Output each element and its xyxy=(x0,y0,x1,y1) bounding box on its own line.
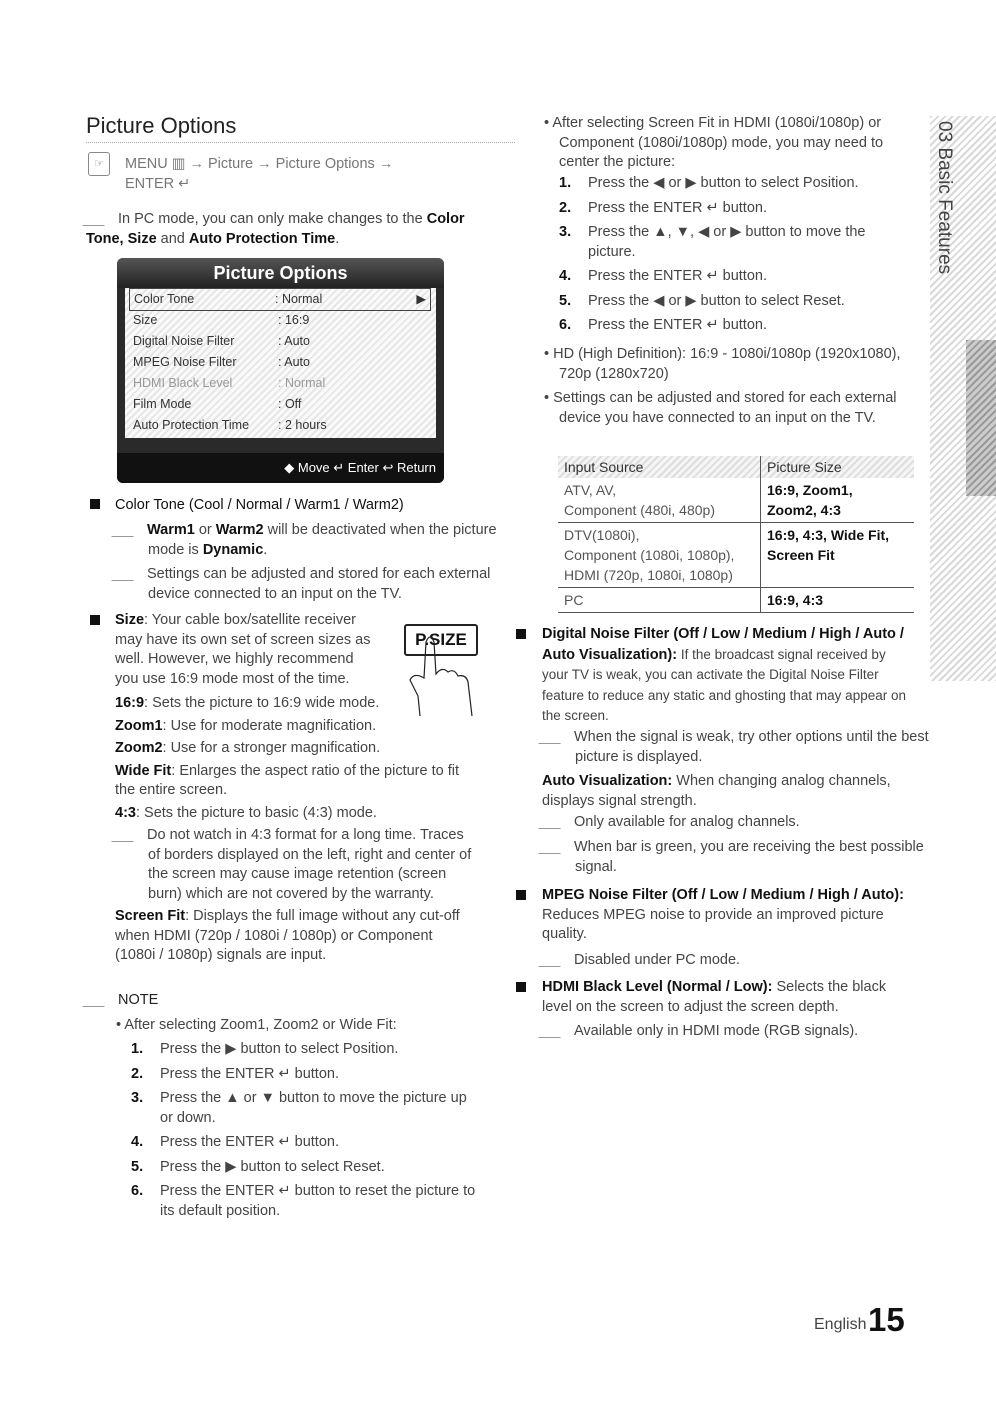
note-icon xyxy=(538,731,568,744)
dnf-note: When the signal is weak, try other options until the best picture is displayed. xyxy=(542,728,950,767)
note-icon xyxy=(111,524,141,537)
note-icon xyxy=(111,829,141,842)
hdmi-note: Available only in HDMI mode (RGB signals). xyxy=(542,1022,943,1042)
color-tone-note2: Settings can be adjusted and stored for each external device connected to an input on the TV. xyxy=(115,565,508,604)
av-note2: When bar is green, you are receiving the best possible signal. xyxy=(542,838,943,877)
note-icon xyxy=(538,816,568,829)
screen-fit-steps: 1. Press the ◀ or ▶ button to select Position. 2. Press the ENTER ↵ button. 3. Press the ▲, ▼, ◀ or ▶ button to move the picture. 4. Press the ENTER ↵ button. 5. Press the ◀ or ▶ button to select Reset. 6. Press the ENTER ↵ button. xyxy=(559,175,866,333)
mpeg-noise-filter: MPEG Noise Filter (Off / Low / Medium / High / Auto): Reduces MPEG noise to provide an improved picture quality. xyxy=(542,887,904,942)
osd-footer: ◆ Move ↵ Enter ↩ Return xyxy=(117,453,444,483)
screen-fit-after: • After selecting Screen Fit in HDMI (1080i/1080p) or Component (1080i/1080p) mode, you may need to center the picture: xyxy=(544,115,884,170)
auto-visualization: Auto Visualization: When changing analog channels, displays signal strength. xyxy=(542,773,891,809)
osd-row[interactable]: MPEG Noise Filter : Auto xyxy=(133,355,310,369)
note-icon xyxy=(538,841,568,854)
bullet-square xyxy=(516,629,526,639)
chapter-side-tab xyxy=(930,116,996,681)
side-tab-label: 03 Basic Features xyxy=(934,121,955,275)
note-after: • After selecting Zoom1, Zoom2 or Wide Fit: xyxy=(116,1017,397,1033)
note-icon xyxy=(538,1025,568,1038)
size-lead: Size: Your cable box/satellite receiver may have its own set of screen sizes as well. However, we highly recommend you use 16:9 mode most of the time. xyxy=(115,612,371,687)
page-title: Picture Options xyxy=(86,113,237,138)
osd-row[interactable]: Digital Noise Filter : Auto xyxy=(133,334,310,348)
color-tone-heading: Color Tone (Cool / Normal / Warm1 / Warm2) xyxy=(115,497,404,513)
osd-row[interactable]: Auto Protection Time : 2 hours xyxy=(133,418,327,432)
bullet-square xyxy=(90,615,100,625)
bullet-square xyxy=(516,890,526,900)
picture-options-osd xyxy=(117,258,444,483)
hdmi-black-level: HDMI Black Level (Normal / Low): Selects the black level on the screen to adjust the screen depth. xyxy=(542,979,887,1015)
note-icon xyxy=(111,568,141,581)
osd-row[interactable]: Size : 16:9 xyxy=(133,313,310,327)
mpeg-note: Disabled under PC mode. xyxy=(542,951,943,971)
footer-language: English xyxy=(814,1316,867,1333)
table-row: DTV(1080i), Component (1080i, 1080p), HDMI (720p, 1080i, 1080p) 16:9, 4:3, Wide Fit, Screen Fit xyxy=(558,523,914,588)
bullet-square xyxy=(516,982,526,992)
psize-button-illustration: P.SIZE xyxy=(400,622,484,718)
note-icon xyxy=(82,213,112,226)
osd-row[interactable]: Film Mode : Off xyxy=(133,397,302,411)
osd-row-selected[interactable]: Color Tone : Normal ▶ xyxy=(129,288,431,311)
table-row: PC 16:9, 4:3 xyxy=(558,588,914,613)
size-options: 16:9: Sets the picture to 16:9 wide mode. Zoom1: Use for moderate magnification. Zoom2: Use for a stronger magnification. Wide Fit: Enlarges the aspect ratio of the picture to fit the entire screen. 4:3: Sets the picture to basic (4:3) mode. Do not watch in 4:3 format for a long time. Traces of borders displayed on the left, right and center of the screen may cause image retention (screen burn) which are not covered by the warranty. Screen Fit: Displays the full image without any cut-off when HDMI (720p / 1080i / 1080p) or Component (1080i / 1080p) signals are input. xyxy=(115,694,475,966)
table-header: Input Source Picture Size xyxy=(558,456,914,478)
input-source-table xyxy=(558,456,914,613)
pc-note: In PC mode, you can only make changes to the Color Tone, Size and Auto Protection Time. xyxy=(86,210,486,249)
note-icon xyxy=(82,994,112,1007)
side-tab-marker xyxy=(966,340,996,496)
osd-title: Picture Options xyxy=(117,258,444,288)
digital-noise-filter: Digital Noise Filter (Off / Low / Medium / High / Auto / Auto Visualization): If the broadcast signal received by your TV is weak, you can activate the Digital Noise Filter feature to reduce any static and ghosting that may appear on the screen. xyxy=(542,626,906,723)
note-icon xyxy=(538,954,568,967)
color-tone-note1: Warm1 or Warm2 will be deactivated when the picture mode is Dynamic. xyxy=(115,521,508,560)
settings-note: • Settings can be adjusted and stored for each external device you have connected to an input on the TV. xyxy=(544,390,897,426)
osd-row-disabled: HDMI Black Level : Normal xyxy=(133,376,326,390)
page-number: 15 xyxy=(868,1301,905,1338)
av-note1: Only available for analog channels. xyxy=(542,813,943,833)
menu-icon: ☞ xyxy=(88,152,110,176)
menu-path: MENU ▥ → Picture → Picture Options → ENTER ↵ xyxy=(125,156,394,192)
note-label: NOTE xyxy=(86,991,158,1011)
hd-note: • HD (High Definition): 16:9 - 1080i/1080p (1920x1080), 720p (1280x720) xyxy=(544,346,901,382)
title-rule xyxy=(86,142,515,143)
note-steps: 1. Press the ▶ button to select Position. 2. Press the ENTER ↵ button. 3. Press the ▲ or ▼ button to move the picture up or down. 4. Press the ENTER ↵ button. 5. Press the ▶ button to select Reset. 6. Press the ENTER ↵ button to reset the picture to its default position. xyxy=(131,1041,476,1219)
osd-menu xyxy=(125,288,436,438)
table-row: ATV, AV, Component (480i, 480p) 16:9, Zoom1, Zoom2, 4:3 xyxy=(558,478,914,523)
bullet-square xyxy=(90,499,100,509)
